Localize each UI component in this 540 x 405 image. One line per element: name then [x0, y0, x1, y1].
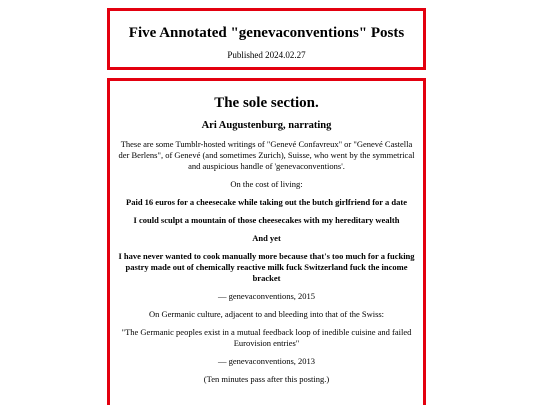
post1-line2: I could sculpt a mountain of those cheesecakes with my hereditary wealth: [133, 215, 400, 225]
aside-note: (Ten minutes pass after this posting.): [203, 374, 330, 384]
published-date: Published 2024.02.27: [227, 50, 306, 60]
post2-attribution: — genevaconventions, 2013: [217, 356, 316, 366]
post2-quote: "The Germanic peoples exist in a mutual feedback loop of inedible cuisine and failed Eurovision entries": [121, 327, 412, 348]
post1-attribution: — genevaconventions, 2015: [217, 291, 316, 301]
page-title: Five Annotated "genevaconventions" Posts: [128, 25, 405, 41]
header-panel: [107, 8, 426, 70]
intro-paragraph: These are some Tumblr-hosted writings of "Genevé Confavreux" or "Genevé Castella der Berlens", of Genevé (and sometimes Zurich), Suisse, who went by the symmetrical and auspicious handle of 'genevaconventions'.: [118, 139, 415, 171]
culture-heading: On Germanic culture, adjacent to and bleeding into that of the Swiss:: [148, 309, 385, 319]
post1-line4: I have never wanted to cook manually more because that's too much for a fucking pastry made out of chemically reactive milk fuck Switzerland fuck the income bracket: [118, 251, 415, 283]
cost-heading: On the cost of living:: [230, 179, 303, 189]
main-panel: [107, 78, 426, 405]
post1-line3: And yet: [252, 233, 281, 243]
section-title: The sole section.: [214, 95, 319, 111]
narrator-line: Ari Augustenburg, narrating: [201, 120, 332, 131]
post1-line1: Paid 16 euros for a cheesecake while taking out the butch girlfriend for a date: [126, 197, 407, 207]
